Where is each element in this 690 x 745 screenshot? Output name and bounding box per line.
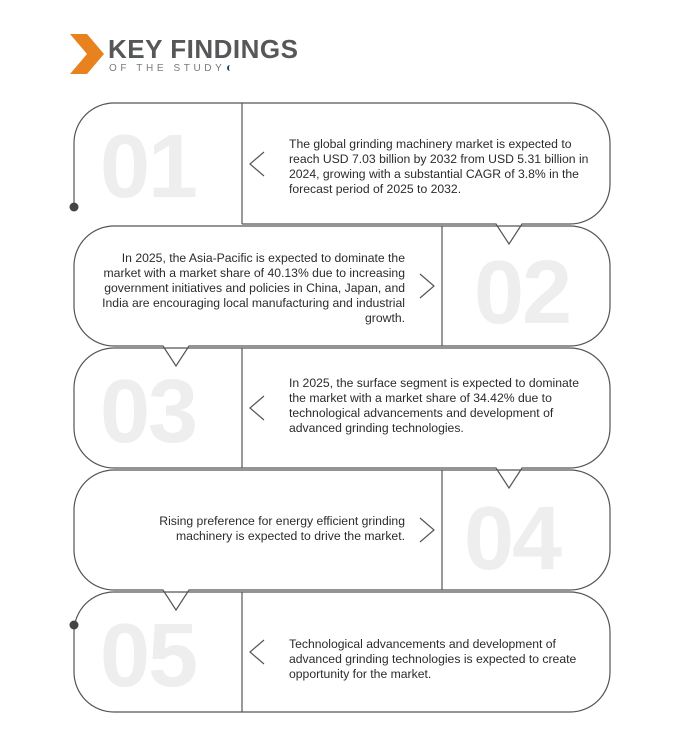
finding-number-1: 01 (100, 117, 197, 217)
finding-number-4: 04 (464, 489, 561, 589)
finding-box-1-notch (250, 152, 264, 176)
finding-text-2: In 2025, the Asia-Pacific is expected to dominate the market with a market share of 40.13% due to increasing government initiatives and policies in China, Japan, and India are encouraging local manufacturing and industrial growth. (102, 251, 405, 325)
finding-text-3: In 2025, the surface segment is expected to dominate the market with a market share of 34.42% due to technological advancements and development of advanced grinding technologies. (289, 376, 579, 435)
finding-box-5-notch (250, 640, 264, 664)
finding-text-4: Rising preference for energy efficient grinding machinery is expected to drive the market. (159, 514, 405, 543)
finding-number-5: 05 (100, 606, 197, 706)
finding-number-2: 02 (474, 243, 571, 343)
page-title: KEY FINDINGS (108, 34, 299, 64)
timeline-end-dot (70, 621, 79, 630)
finding-box-4-notch (420, 518, 434, 542)
finding-text-5: Technological advancements and development of advanced grinding technologies is expected to create opportunity for the market. (289, 637, 577, 681)
finding-box-2-notch (420, 274, 434, 298)
timeline-start-dot (70, 203, 79, 212)
finding-number-3: 03 (100, 362, 197, 462)
finding-box-3-notch (250, 396, 264, 420)
finding-text-1: The global grinding machinery market is expected to reach USD 7.03 billion by 2032 from USD 5.31 billion in 2024, growing with a substantial CAGR of 3.8% in the forecast period of 2025 to 2032. (289, 137, 589, 196)
page-subtitle-text: OF THE STUDY (109, 63, 226, 74)
